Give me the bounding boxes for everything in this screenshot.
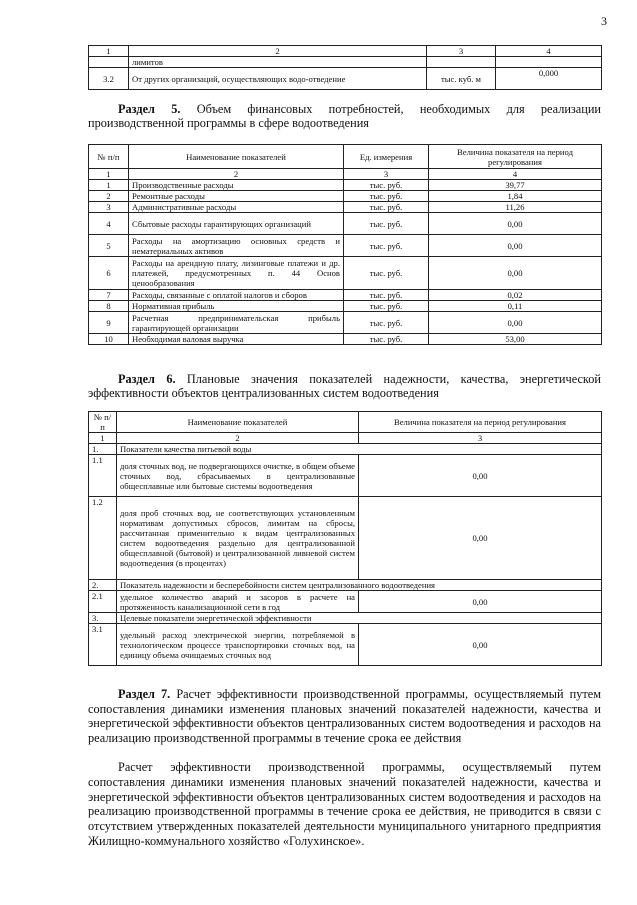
row-name: Расходы на арендную плату, лизинговые платежи и др. платежей, предусмотренных п. 44 Основ ценообразования — [129, 257, 344, 290]
row-num: 7 — [89, 290, 129, 301]
row-num: 2.1 — [89, 591, 117, 613]
section7-heading — [88, 687, 601, 745]
row-name: удельное количество аварий и засоров в расчете на протяженность канализационной сети в год — [117, 591, 359, 613]
table-row — [89, 334, 602, 345]
row-value: 11,26 — [429, 202, 602, 213]
row-value: 0,00 — [429, 312, 602, 334]
row-num: 9 — [89, 312, 129, 334]
group-name: Целевые показатели энергетической эффективности — [117, 613, 602, 624]
row-name: Расходы на амортизацию основных средств и нематериальных активов — [129, 235, 344, 257]
group-name: Показатели качества питьевой воды — [117, 444, 602, 455]
section7-label: Раздел 7. — [118, 687, 171, 701]
row-value: 0,00 — [359, 497, 602, 580]
row-unit: тыс. руб. — [344, 213, 429, 235]
header-cell: Ед. измерения — [344, 145, 429, 169]
row-value: 0,00 — [359, 455, 602, 497]
row-value: 0,00 — [429, 213, 602, 235]
group-num: 1. — [89, 444, 117, 455]
group-name: Показатель надежности и бесперебойности систем централизованного водоотведения — [117, 580, 602, 591]
table-header-nums — [89, 169, 602, 180]
table-row — [89, 624, 602, 666]
row-name: От других организаций, осуществляющих водо-отведение — [129, 68, 427, 90]
row-value: 0,00 — [359, 591, 602, 613]
table-row — [89, 180, 602, 191]
table-row — [89, 235, 602, 257]
row-num: 5 — [89, 235, 129, 257]
row-unit: тыс. руб. — [344, 202, 429, 213]
header-cell: 3 — [427, 46, 496, 57]
row-unit: тыс. куб. м — [427, 68, 496, 90]
row-num: 1.2 — [89, 497, 117, 580]
header-cell: Наименование показателей — [117, 412, 359, 433]
row-num: 3.2 — [89, 68, 129, 90]
header-num: 1 — [89, 169, 129, 180]
row-value: 0,00 — [429, 257, 602, 290]
row-value: 0,02 — [429, 290, 602, 301]
header-cell: 4 — [496, 46, 602, 57]
header-cell: Величина показателя на период регулирования — [429, 145, 602, 169]
table-row — [89, 57, 602, 68]
section6-title: Плановые значения показателей надежности, качества, энергетической эффективности объектов централизованных систем водоотведения — [88, 372, 601, 400]
page-number: 3 — [601, 14, 607, 28]
table-row — [89, 68, 602, 90]
header-num: 2 — [117, 433, 359, 444]
row-name: доля сточных вод, не подвергающихся очистке, в общем объеме сточных вод, сбрасываемых в централизованные общесплавные или бытовые системы водоотведения — [117, 455, 359, 497]
table-header-row — [89, 412, 602, 433]
table-row — [89, 257, 602, 290]
row-name: удельный расход электрической энергии, потребляемой в технологическом процессе транспортировки сточных вод, на единицу объема очищаемых сточных вод — [117, 624, 359, 666]
header-num: 4 — [429, 169, 602, 180]
table-row — [89, 191, 602, 202]
row-name: доля проб сточных вод, не соответствующих установленным нормативам допустимых сбросов, лимитам на сбросы, рассчитанная применительно к видам централизованных систем водоотведения раздельно для централизованной общесплавной (бытовой) и централизованной ливневой систем водоотведения (в процентах) — [117, 497, 359, 580]
header-cell: 1 — [89, 46, 129, 57]
table-row — [89, 290, 602, 301]
table-continuation — [88, 45, 602, 90]
header-cell: Наименование показателей — [129, 145, 344, 169]
row-value: 0,00 — [429, 235, 602, 257]
row-value: 1,84 — [429, 191, 602, 202]
row-name: Административные расходы — [129, 202, 344, 213]
table-row — [89, 591, 602, 613]
row-unit: тыс. руб. — [344, 257, 429, 290]
section7-paragraph: Расчет эффективности производственной программы, осуществляемый путем сопоставления динамики изменения плановых значений показателей надежности, качества и энергетической эффективности объектов централизованных систем водоотведения и расходов на реализацию производственной программы в течение срока ее действия, не приводится в связи с отсутствием утвержденных показателей деятельности муниципального унитарного предприятия Жилищно-коммунального хозяйство «Голухинское». — [88, 760, 601, 848]
row-unit: тыс. руб. — [344, 334, 429, 345]
row-num: 1 — [89, 180, 129, 191]
row-value: 0,000 — [496, 68, 602, 90]
header-num: 3 — [359, 433, 602, 444]
section5-heading — [88, 102, 601, 130]
row-value: 53,00 — [429, 334, 602, 345]
table-group-row — [89, 580, 602, 591]
row-num: 8 — [89, 301, 129, 312]
group-num: 3. — [89, 613, 117, 624]
row-value: 0,11 — [429, 301, 602, 312]
section6-label: Раздел 6. — [118, 372, 176, 386]
row-value: 39,77 — [429, 180, 602, 191]
row-value: 0,00 — [359, 624, 602, 666]
row-num: 6 — [89, 257, 129, 290]
row-name: Сбытовые расходы гарантирующих организаций — [129, 213, 344, 235]
row-name: Необходимая валовая выручка — [129, 334, 344, 345]
header-num: 1 — [89, 433, 117, 444]
table-row — [89, 213, 602, 235]
row-unit: тыс. руб. — [344, 290, 429, 301]
row-name: Нормативная прибыль — [129, 301, 344, 312]
header-cell: 2 — [129, 46, 427, 57]
table-section5 — [88, 144, 602, 345]
table-header-row — [89, 145, 602, 169]
header-num: 2 — [129, 169, 344, 180]
row-name: Расходы, связанные с оплатой налогов и сборов — [129, 290, 344, 301]
table-row — [89, 301, 602, 312]
row-name: Производственные расходы — [129, 180, 344, 191]
row-unit: тыс. руб. — [344, 180, 429, 191]
table-header-nums — [89, 433, 602, 444]
group-num: 2. — [89, 580, 117, 591]
header-cell: № п/п — [89, 412, 117, 433]
table-row — [89, 497, 602, 580]
table-group-row — [89, 613, 602, 624]
row-unit: тыс. руб. — [344, 301, 429, 312]
row-num: 3 — [89, 202, 129, 213]
table-row — [89, 455, 602, 497]
row-unit: тыс. руб. — [344, 235, 429, 257]
section5-title: Объем финансовых потребностей, необходимых для реализации производственной программы в сфере водоотведения — [88, 102, 601, 130]
row-name: лимитов — [129, 57, 427, 68]
row-name: Ремонтные расходы — [129, 191, 344, 202]
header-num: 3 — [344, 169, 429, 180]
section6-heading — [88, 372, 601, 400]
table-row — [89, 312, 602, 334]
table-row — [89, 202, 602, 213]
row-num: 4 — [89, 213, 129, 235]
section7-title: Расчет эффективности производственной программы, осуществляемый путем сопоставления динамики изменения плановых значений показателей надежности, качества и энергетической эффективности объектов централизованных систем водоотведения и расходов на реализацию производственной программы в течение срока ее действия — [88, 687, 601, 745]
row-num: 1.1 — [89, 455, 117, 497]
row-num: 3.1 — [89, 624, 117, 666]
table-group-row — [89, 444, 602, 455]
row-unit: тыс. руб. — [344, 191, 429, 202]
row-num: 2 — [89, 191, 129, 202]
row-unit: тыс. руб. — [344, 312, 429, 334]
table-section6 — [88, 411, 602, 666]
header-cell: № п/п — [89, 145, 129, 169]
table-header-row — [89, 46, 602, 57]
header-cell: Величина показателя на период регулирования — [359, 412, 602, 433]
row-name: Расчетная предпринимательская прибыль гарантирующей организации — [129, 312, 344, 334]
row-num: 10 — [89, 334, 129, 345]
section5-label: Раздел 5. — [118, 102, 181, 116]
